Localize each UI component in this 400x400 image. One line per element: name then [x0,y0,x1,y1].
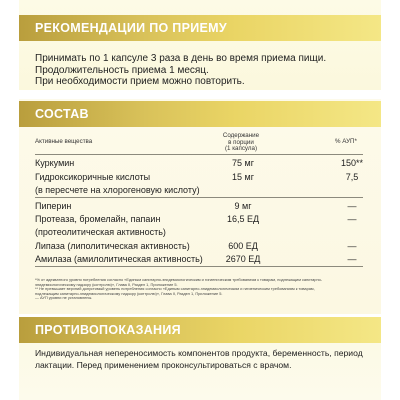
ingredient-name: (в пересчете на хлорогеновую кислоту) [35,185,200,195]
column-header-dose-line: в порции [228,138,254,146]
ingredient-name: Пиперин [35,201,72,211]
ingredient-percent: — [347,254,357,264]
ingredient-name: Амилаза (амилолитическая активность) [35,254,203,264]
column-header-name: Активные вещества [35,138,93,145]
footnote-line: эпидемиологическому надзору (контролю)», Глава II, Раздел 1, Приложение 5. [35,282,178,287]
ingredient-name: (протеолитическая активность) [35,227,166,237]
ingredient-name: Куркумин [35,158,75,168]
recommendations-header: РЕКОМЕНДАЦИИ ПО ПРИЕМУ [19,15,381,41]
table-divider [35,197,363,198]
ingredient-percent: — [347,201,357,211]
ingredient-dose: 2670 ЕД [225,254,261,264]
footnote-line: ** Не превышает верхний допустимый уровень потребления согласно «Единым санитарно-эпидемиологическим и гигиеническим требованиям к товарам, [35,287,315,292]
table-divider [35,266,363,267]
footnote-line: — АУП уровни не установлены. [35,296,93,301]
recommendations-text [35,53,375,88]
composition-table-header [35,133,365,153]
column-header-dose-line: Содержание [222,132,260,139]
contraindication-line: Индивидуальная непереносимость компонентов продукта, беременность, период [35,348,363,358]
ingredient-name: Протеаза, бромелайн, папаин [35,214,161,224]
ingredient-percent: 150** [340,158,364,168]
contraindications-header: ПРОТИВОПОКАЗАНИЯ [19,317,381,343]
ingredient-name: Липаза (липолитическая активность) [35,241,190,251]
footnote-line: подлежащим санитарно-эпидемиологическому надзору (контролю)», Глава II, Раздел 1, Приложение 5. [35,291,223,296]
footnotes [35,278,365,301]
table-divider [35,154,363,155]
footnote-line: *% от адекватного уровня потребления согласно «Единым санитарно-эпидемиологическим и гигиеническим требованиям к товарам, подлежащим санитарно- [35,278,323,282]
contraindication-line: лактации. Перед применением проконсультироваться с врачом. [35,360,292,370]
ingredient-percent: — [347,241,357,251]
contraindications-text [35,347,375,371]
column-header-percent: % АУП* [335,138,357,145]
ingredient-dose: 600 ЕД [228,241,258,251]
ingredient-percent: — [347,214,357,224]
recommendation-line: Продолжительность приема 1 месяц. [35,64,209,76]
recommendation-line: Принимать по 1 капсуле 3 раза в день во время приема пищи. [35,53,327,64]
recommendation-line: При необходимости прием можно повторить. [35,76,245,88]
ingredient-dose: 75 мг [232,158,254,168]
ingredient-dose: 15 мг [232,172,254,182]
ingredient-percent: 7,5 [345,172,359,182]
ingredient-name: Гидроксикоричные кислоты [35,172,151,182]
column-header-dose [213,133,269,153]
column-header-dose-line: (1 капсула) [224,145,258,152]
composition-header: СОСТАВ [19,101,381,127]
ingredient-dose: 9 мг [234,201,252,211]
ingredient-dose: 16,5 ЕД [226,214,260,224]
